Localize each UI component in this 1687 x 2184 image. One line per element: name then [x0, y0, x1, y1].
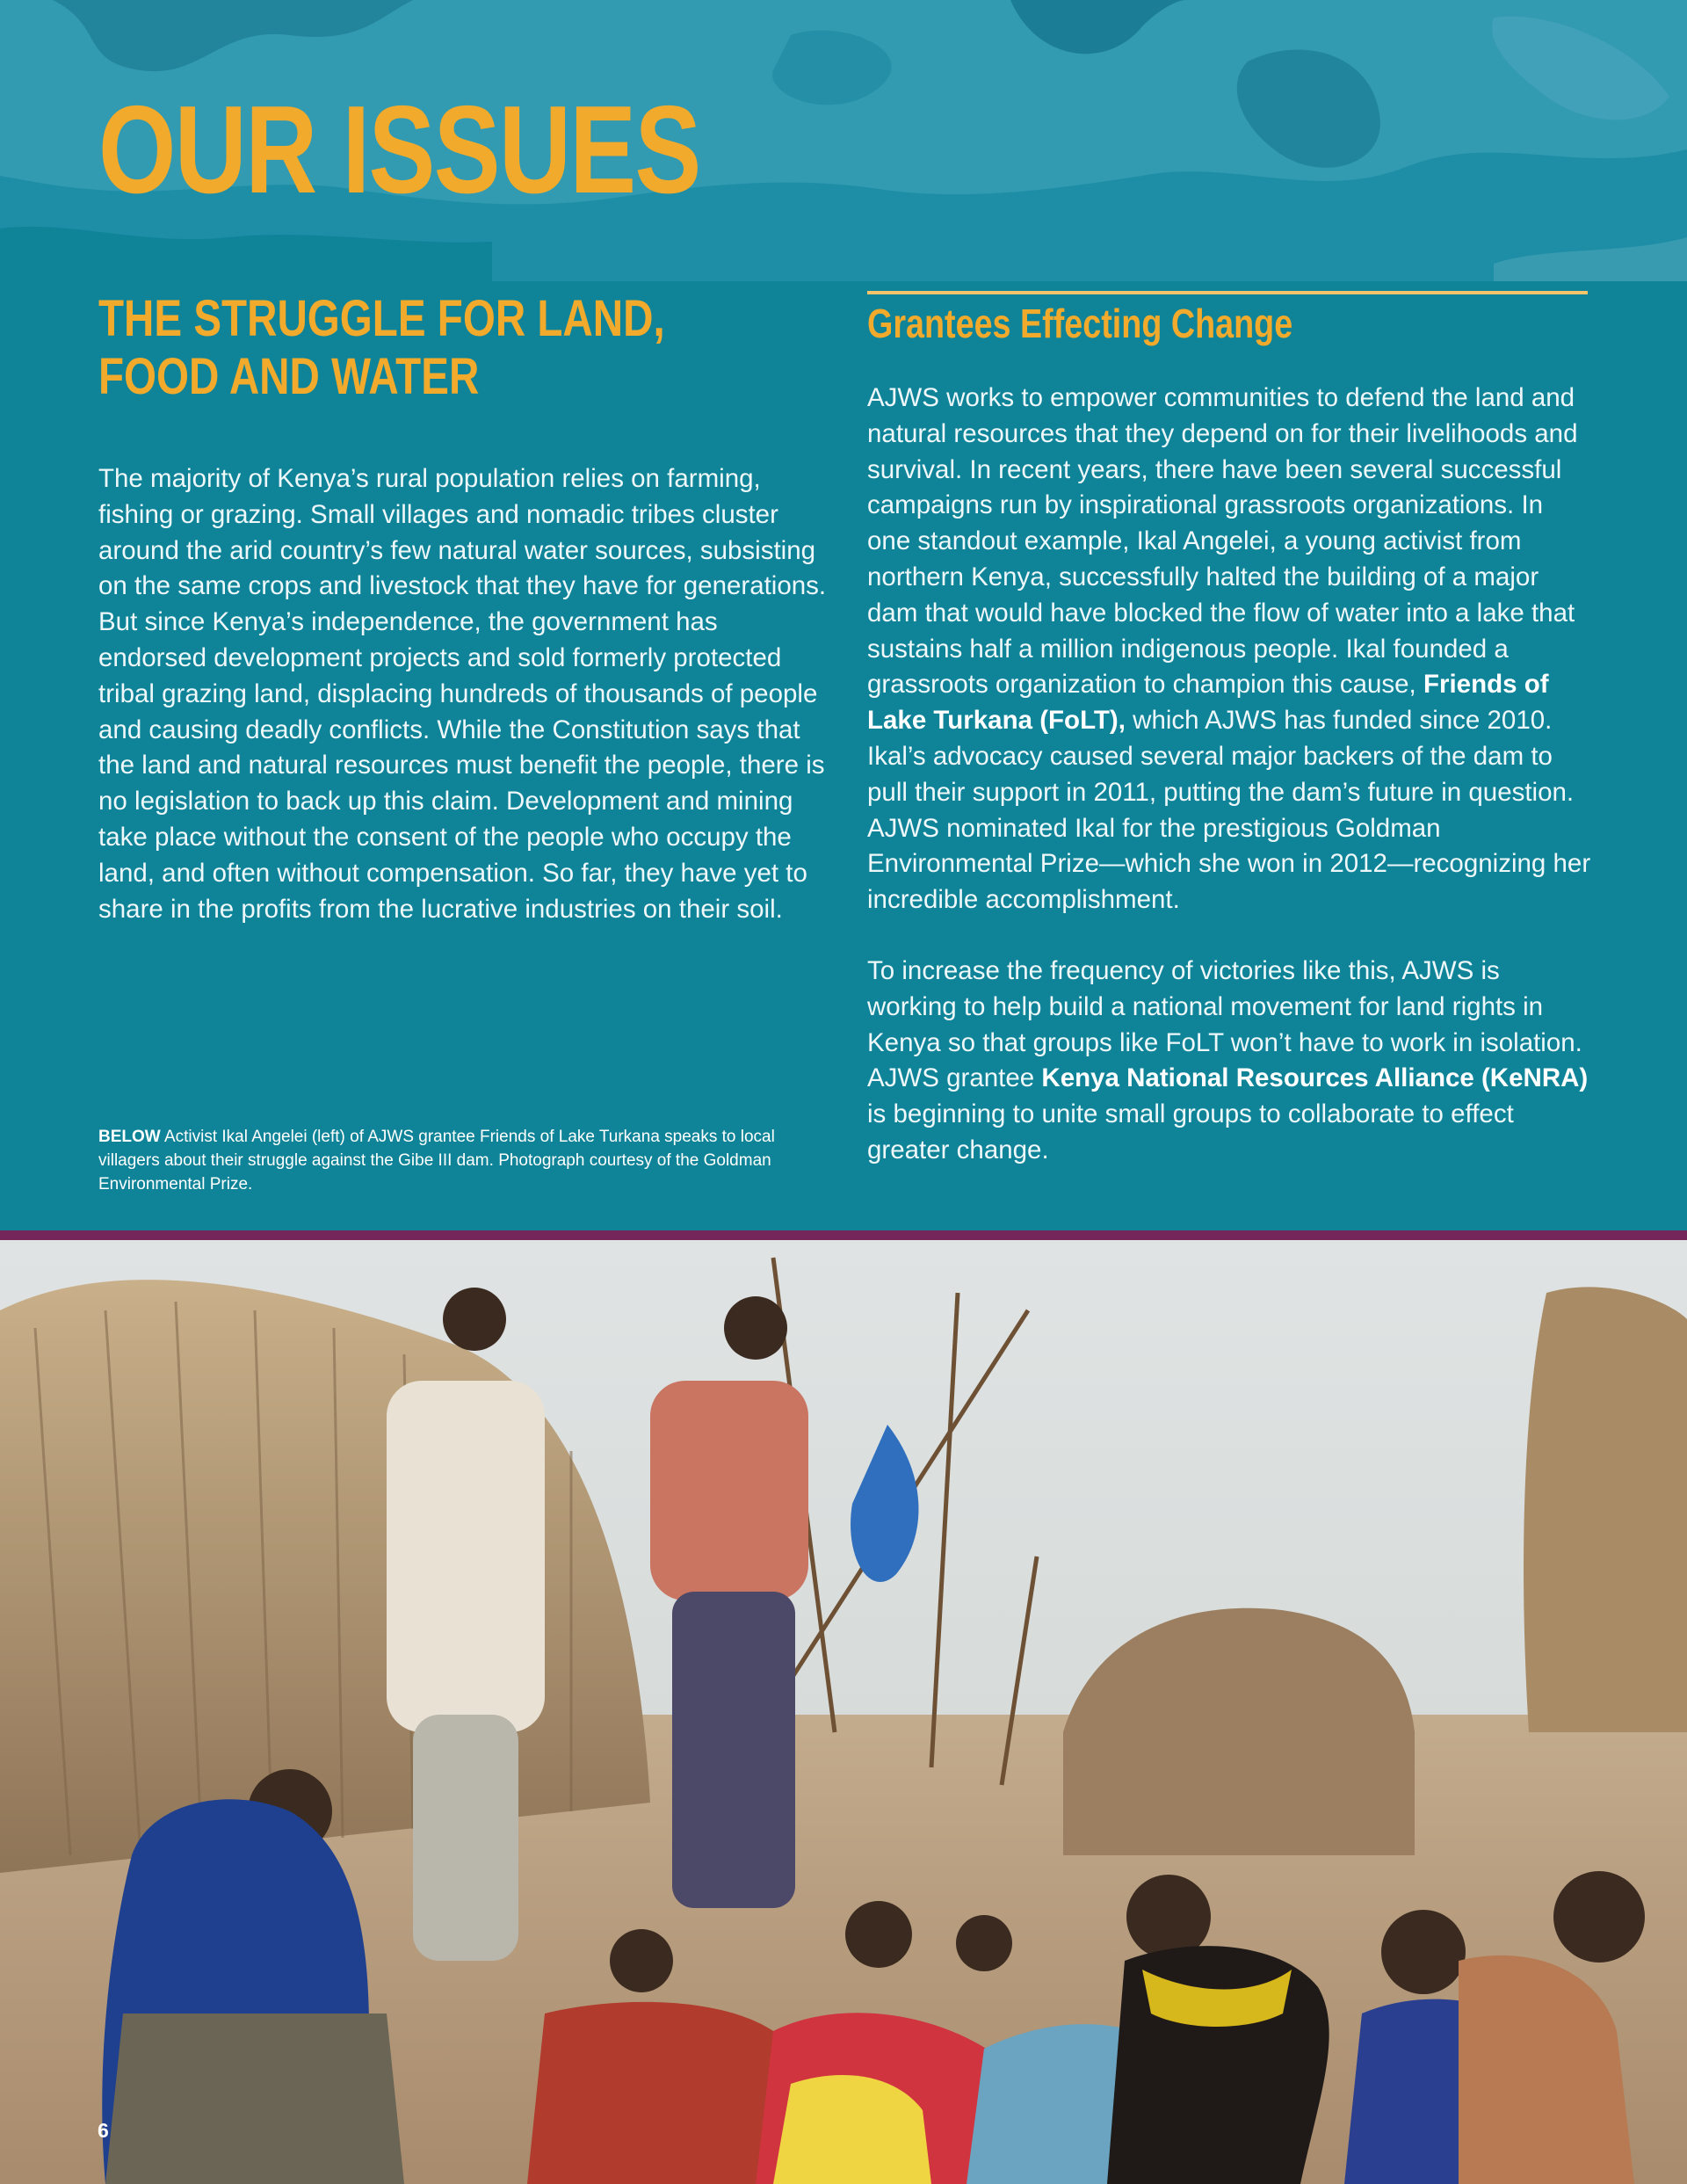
left-body-text: The majority of Kenya’s rural population relies on farming, fishing or grazing. Small villages and nomadic tribes cluster around the arid country’s few natural water sources, subsisting on the same crops and livestock that they have for generations. But since Kenya’s independence, the government has endorsed development projects and sold formerly protected tribal grazing land, displacing hundreds of thousands of people and causing deadly conflicts. While the Constitution says that the land and natural resources must benefit the people, there is no legislation to back up this claim. Development and mining take place without the consent of the people who occupy the land, and often without compensation. So far, they have yet to share in the profits from the lucrative industries on their soil.: [98, 464, 827, 924]
caption-text: Activist Ikal Angelei (left) of AJWS grantee Friends of Lake Turkana speaks to local villagers about their struggle against the Gibe III dam. Photograph courtesy of the Goldman Environmental Prize.: [98, 1128, 775, 1194]
section-heading-line-1: THE STRUGGLE FOR LAND,: [98, 290, 665, 347]
section-heading-line-2: FOOD AND WATER: [98, 348, 480, 405]
right-heading-rule: [867, 291, 1588, 294]
sidebar-heading: Grantees Effecting Change: [867, 301, 1293, 346]
photo-top-band: [0, 1230, 1687, 1240]
right-p1-text-b: which AJWS has funded since 2010. Ikal’s advocacy caused several major backers of the dam to pull their support in 2011, putting the dam’s future in question. AJWS nominated Ikal for the prestigious Goldman Environmental Prize—which she won in 2012—recognizing her incredible accomplishment.: [867, 706, 1591, 915]
right-p1-org-name: Friends of Lake Turkana (FoLT),: [867, 670, 1549, 736]
section-heading: [98, 290, 819, 406]
left-column: [98, 290, 827, 924]
page-title: OUR ISSUES: [98, 80, 700, 220]
right-paragraph-2: [867, 954, 1592, 1169]
photo-caption: [98, 1125, 801, 1196]
right-p2-text-b: is beginning to unite small groups to collaborate to effect greater change.: [867, 1099, 1514, 1165]
right-p2-text-a: To increase the frequency of victories like this, AJWS is working to help build a national movement for land rights in Kenya so that groups like FoLT won’t have to work in isolation. AJWS grantee: [867, 955, 1582, 1093]
right-p2-org-name: Kenya National Resources Alliance (KeNRA): [1041, 1063, 1589, 1093]
page-number: 6: [98, 2119, 109, 2142]
right-p1-text-a: AJWS works to empower communities to defend the land and natural resources that they depend on for their livelihoods and survival. In recent years, there have been several successful campaigns run by inspirational grassroots organizations. In one standout example, Ikal Angelei, a young activist from northern Kenya, successfully halted the building of a major dam that would have blocked the flow of water into a lake that sustains half a million indigenous people. Ikal founded a grassroots organization to champion this cause,: [867, 383, 1578, 700]
right-column: [867, 381, 1592, 1204]
village-photo: [0, 1240, 1687, 2184]
caption-label: BELOW: [98, 1128, 161, 1146]
right-paragraph-1: [867, 381, 1592, 918]
